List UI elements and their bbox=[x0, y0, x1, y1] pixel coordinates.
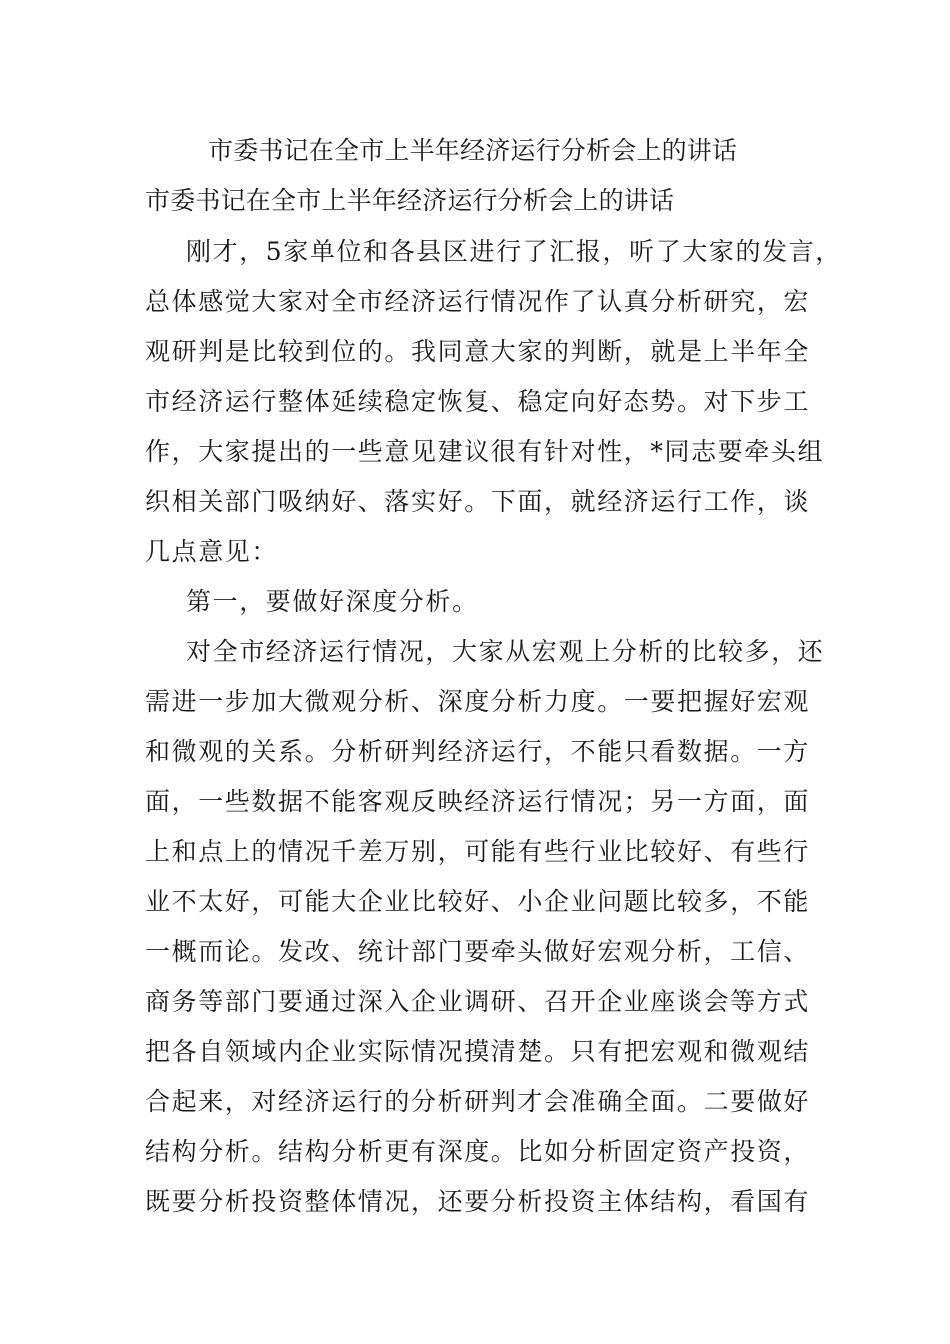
paragraph-line: 面，一些数据不能客观反映经济运行情况；另一方面，面 bbox=[145, 787, 811, 816]
paragraph-line: 一概而论。发改、统计部门要牵头做好宏观分析，工信、 bbox=[145, 937, 811, 966]
section-heading: 第一，要做好深度分析。 bbox=[186, 587, 479, 616]
paragraph-line: 上和点上的情况千差万别，可能有些行业比较好、有些行 bbox=[145, 837, 811, 866]
document-title: 市委书记在全市上半年经济运行分析会上的讲话 bbox=[208, 136, 738, 165]
paragraph-line: 几点意见： bbox=[145, 537, 279, 566]
paragraph-line: 刚才，5家单位和各县区进行了汇报，听了大家的发言， bbox=[186, 237, 842, 266]
paragraph-line: 需进一步加大微观分析、深度分析力度。一要把握好宏观 bbox=[145, 687, 811, 716]
paragraph-line: 业不太好，可能大企业比较好、小企业问题比较多，不能 bbox=[145, 887, 811, 916]
paragraph-line: 合起来，对经济运行的分析研判才会准确全面。二要做好 bbox=[145, 1087, 811, 1116]
paragraph-line: 作，大家提出的一些意见建议很有针对性，*同志要牵头组 bbox=[145, 437, 825, 466]
paragraph-line: 观研判是比较到位的。我同意大家的判断，就是上半年全 bbox=[145, 337, 811, 366]
paragraph-line: 把各自领域内企业实际情况摸清楚。只有把宏观和微观结 bbox=[145, 1037, 811, 1066]
paragraph-line: 对全市经济运行情况，大家从宏观上分析的比较多，还 bbox=[186, 637, 825, 666]
paragraph-line: 结构分析。结构分析更有深度。比如分析固定资产投资， bbox=[145, 1137, 811, 1166]
document-subtitle: 市委书记在全市上半年经济运行分析会上的讲话 bbox=[145, 186, 675, 215]
paragraph-line: 商务等部门要通过深入企业调研、召开企业座谈会等方式 bbox=[145, 987, 811, 1016]
paragraph-line: 织相关部门吸纳好、落实好。下面，就经济运行工作，谈 bbox=[145, 487, 811, 516]
paragraph-line: 总体感觉大家对全市经济运行情况作了认真分析研究，宏 bbox=[145, 287, 811, 316]
paragraph-line: 既要分析投资整体情况，还要分析投资主体结构，看国有 bbox=[145, 1187, 811, 1216]
paragraph-line: 和微观的关系。分析研判经济运行，不能只看数据。一方 bbox=[145, 737, 811, 766]
paragraph-line: 市经济运行整体延续稳定恢复、稳定向好态势。对下步工 bbox=[145, 387, 811, 416]
